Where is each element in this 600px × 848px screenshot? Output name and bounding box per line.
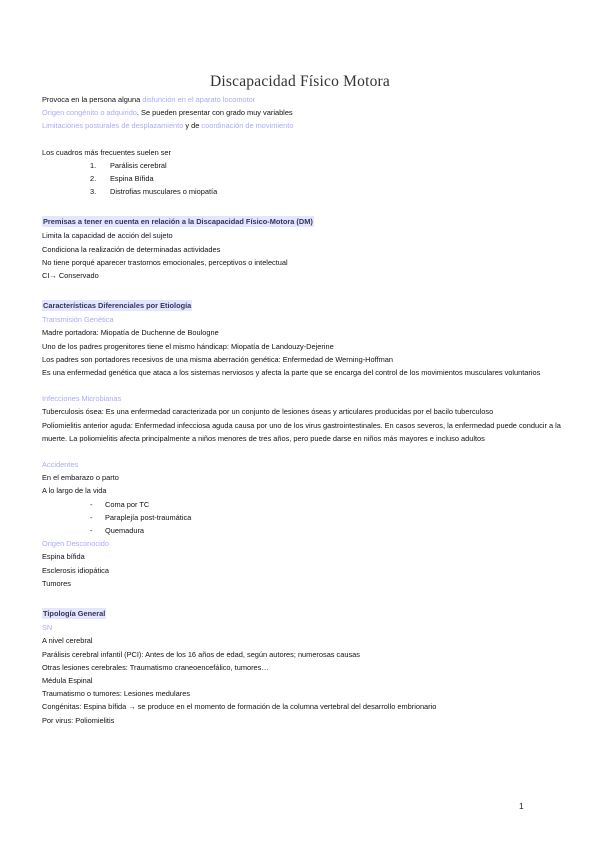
spacer [42, 590, 572, 603]
intro-line-3-highlight-2: coordinación de movimiento [201, 121, 294, 131]
spacer [42, 198, 572, 211]
etiology-section [42, 295, 572, 590]
intro-line-2 [42, 106, 572, 119]
list-item [42, 498, 572, 511]
microbial-line: Tuberculosis ósea: Es una enfermedad caracterizada por un conjunto de lesiones óseas y articulares producidas por el bacilo tuberculoso [42, 407, 494, 417]
list-item-number: 3. [90, 187, 97, 197]
spacer [42, 133, 572, 146]
genetic-subheading: Transmisión Genética [42, 315, 114, 325]
common-conditions-list [42, 159, 572, 199]
typology-subheading: SN [42, 623, 53, 633]
document-body [42, 93, 572, 727]
list-item-number: 2. [90, 174, 97, 184]
list-item-bullet: - [90, 512, 93, 522]
typology-line: A nivel cerebral [42, 636, 93, 646]
unknown-origin-line: Espina bífida [42, 552, 85, 562]
accidents-line: A lo largo de la vida [42, 486, 107, 496]
list-item-bullet: - [90, 499, 93, 509]
page-number: 1 [519, 801, 524, 811]
list-item [42, 159, 572, 172]
typology-line: Parálisis cerebral infantil (PCI): Antes de los 16 años de edad, según autores; numerosas causas [42, 649, 360, 659]
unknown-origin-line: Esclerosis idiopática [42, 565, 109, 575]
list-item-text: Espina Bífida [110, 174, 154, 184]
typology-line: Médula Espinal [42, 675, 93, 685]
intro-line-2-highlight: Origen congénito o adquirido [42, 108, 137, 118]
genetic-line: Es una enfermedad genética que ataca a los sistemas nerviosos y afecta la parte que se encarga del control de los movimientos musculares voluntarios [42, 368, 541, 378]
premises-line: CI→ Conservado [42, 271, 99, 281]
accidents-list [42, 498, 572, 538]
typology-line: Por virus: Poliomielitis [42, 715, 115, 725]
typology-line: Congénitas: Espina bífida → se produce en el momento de formación de la columna vertebral del desarrollo embrionario [42, 702, 437, 712]
document-title: Discapacidad Físico Motora [210, 73, 390, 90]
intro-line-1-highlight: disfunción en el aparato locomotor [142, 95, 256, 104]
list-item-text: Parálisis cerebral [110, 160, 167, 170]
list-item-text: Quemadura [105, 526, 145, 536]
premises-line: Limita la capacidad de acción del sujeto [42, 231, 173, 241]
premises-line: Condiciona la realización de determinadas actividades [42, 244, 221, 254]
spacer [42, 282, 572, 295]
intro-line-3-highlight-1: Limitaciones posturales de desplazamiento [42, 121, 184, 131]
genetic-line: Madre portadora: Miopatía de Duchenne de Boulogne [42, 328, 219, 338]
accidents-subheading: Accidentes [42, 460, 79, 470]
typology-line: Traumatismo o tumores: Lesiones medulares [42, 689, 191, 699]
etiology-heading: Características Diferenciales por Etiología [43, 301, 192, 311]
unknown-origin-line: Tumores [42, 578, 71, 588]
intro-line-1 [42, 93, 572, 106]
microbial-subheading: Infecciones Microbianas [42, 394, 122, 404]
accidents-line: En el embarazo o parto [42, 473, 119, 483]
spacer [42, 445, 572, 458]
typology-section [42, 603, 572, 727]
intro-line-2-text: . Se pueden presentar con grado muy variables [136, 108, 293, 118]
list-item-number: 1. [90, 160, 97, 170]
list-item [42, 524, 572, 537]
list-item-text: Paraplejía post-traumática [105, 512, 192, 522]
genetic-line: Los padres son portadores recesivos de una misma aberración genética: Enfermedad de Werning-Hoffman [42, 354, 393, 364]
unknown-origin-subheading: Origen Desconocido [42, 539, 109, 549]
intro-line-3-text: y de [183, 121, 202, 131]
spacer [42, 379, 572, 392]
list-item [42, 511, 572, 524]
list-item [42, 185, 572, 198]
list-item-bullet: - [90, 526, 93, 536]
microbial-line: Poliomielitis anterior aguda: Enfermedad infecciosa aguda causa por uno de los virus gastrointestinales. En casos severos, la enfermedad puede conducir a la muerte. La poliomielitis afecta principalmente a niños menores de tres años, pero puede darse en niños más mayores e incluso adultos [42, 420, 561, 443]
list-item [42, 172, 572, 185]
premises-line: No tiene porqué aparecer trastornos emocionales, perceptivos o intelectual [42, 257, 288, 267]
list-item-text: Coma por TC [105, 499, 150, 509]
common-conditions-lead: Los cuadros más frecuentes suelen ser [42, 147, 171, 157]
genetic-line: Uno de los padres progenitores tiene el mismo hándicap: Miopatía de Landouzy-Dejerine [42, 341, 334, 351]
typology-line: Otras lesiones cerebrales: Traumatismo craneoencefálico, tumores… [42, 662, 269, 672]
premises-heading: Premisas a tener en cuenta en relación a la Discapacidad Físico-Motora (DM) [43, 217, 313, 227]
intro-line-1-text: Provoca en la persona alguna [42, 95, 143, 104]
typology-heading: Tipología General [43, 609, 106, 619]
premises-section [42, 211, 572, 282]
intro-line-3 [42, 119, 572, 132]
list-item-text: Distrofias musculares o miopatía [110, 187, 218, 197]
